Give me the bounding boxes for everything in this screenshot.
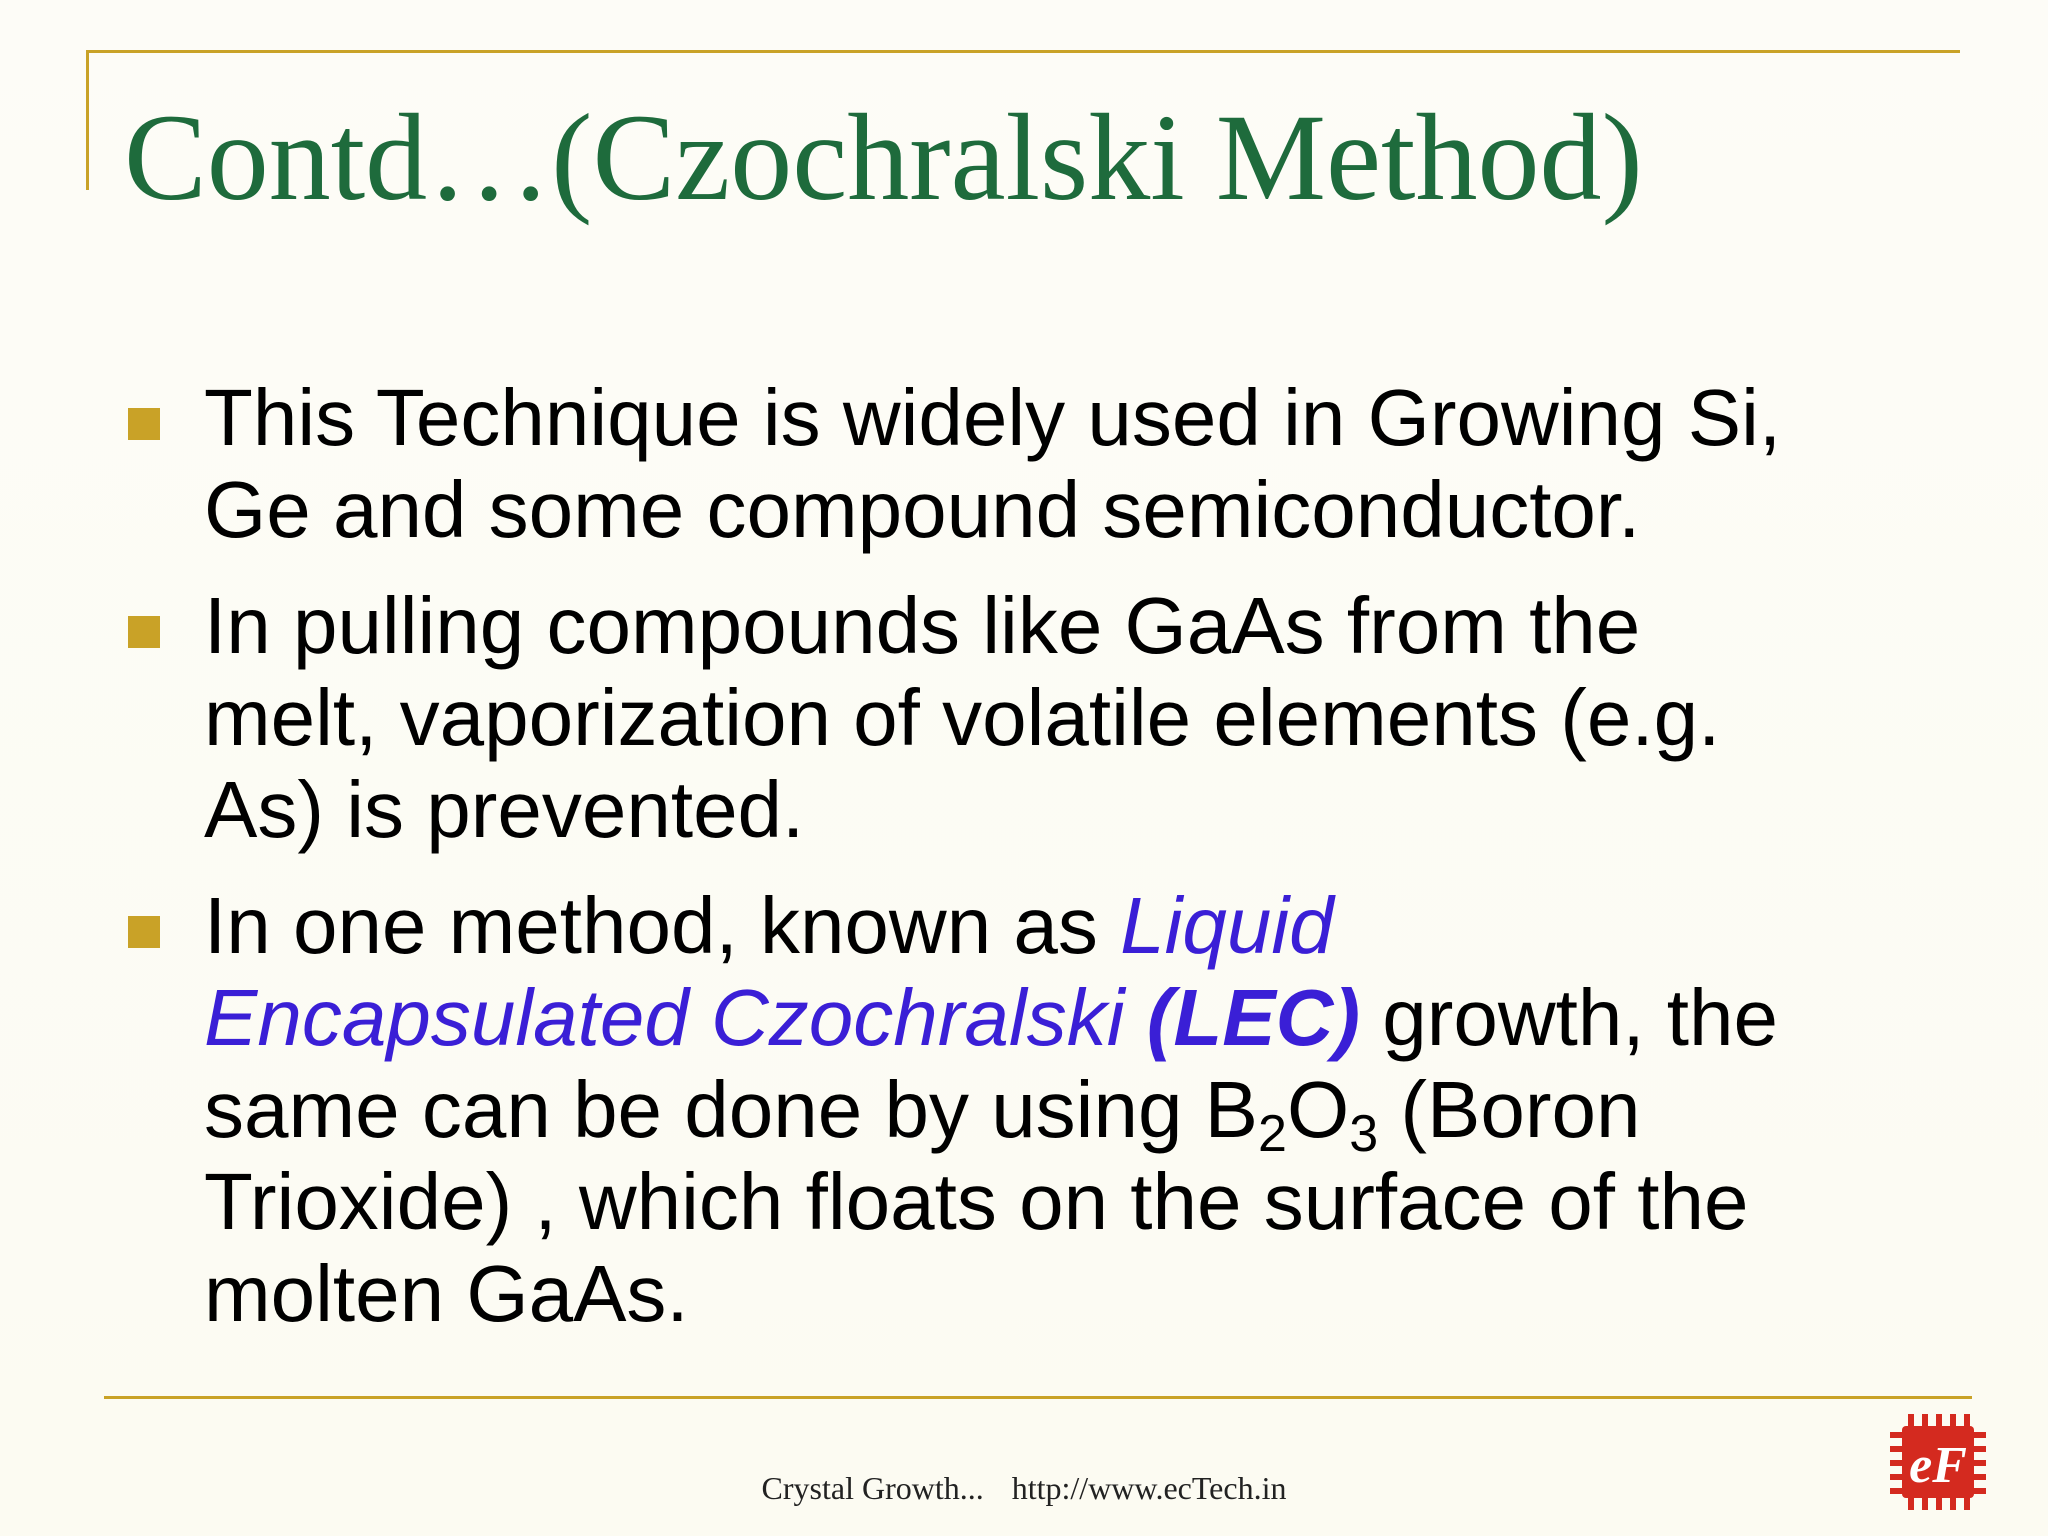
- bullet-text: Ge and some compound semiconductor.: [204, 465, 1641, 554]
- highlighted-acronym: (LEC): [1146, 973, 1360, 1062]
- logo-text: eF: [1909, 1437, 1967, 1494]
- footer-title: Crystal Growth...: [761, 1470, 984, 1506]
- bullet-text: melt, vaporization of volatile elements (e.g.: [204, 673, 1721, 762]
- bullet-text: This Technique is widely used in Growing Si,: [204, 373, 1782, 462]
- subscript: 3: [1349, 1105, 1379, 1163]
- bullet-text: same can be done by using B: [204, 1065, 1259, 1154]
- bullet-text: (Boron: [1378, 1065, 1641, 1154]
- bullet-text: In pulling compounds like GaAs from the: [204, 581, 1641, 670]
- side-divider: [86, 50, 89, 190]
- square-bullet-icon: [128, 916, 160, 948]
- bullet-text: As) is prevented.: [204, 765, 805, 854]
- bullet-item: [128, 880, 1948, 1340]
- bullet-text: molten GaAs.: [204, 1249, 689, 1338]
- ectech-chip-logo-icon: [1888, 1412, 1988, 1512]
- square-bullet-icon: [128, 408, 160, 440]
- bullet-text: O: [1286, 1065, 1350, 1154]
- top-divider: [86, 50, 1960, 53]
- bullet-item: [128, 580, 1948, 856]
- bullet-text: growth, the: [1359, 973, 1778, 1062]
- bullet-item: [128, 372, 1948, 556]
- highlighted-term: Liquid: [1120, 881, 1334, 970]
- slide-title: Contd…(Czochralski Method): [124, 89, 1643, 226]
- footer: [0, 1470, 2048, 1507]
- bullet-text: Trioxide) , which floats on the surface of the: [204, 1157, 1749, 1246]
- highlighted-term: Encapsulated Czochralski: [204, 973, 1147, 1062]
- bottom-divider: [104, 1396, 1972, 1399]
- bullet-list: [128, 372, 1948, 1364]
- square-bullet-icon: [128, 616, 160, 648]
- bullet-text: In one method, known as: [204, 881, 1121, 970]
- footer-url[interactable]: http://www.ecTech.in: [1011, 1470, 1287, 1506]
- subscript: 2: [1258, 1105, 1287, 1163]
